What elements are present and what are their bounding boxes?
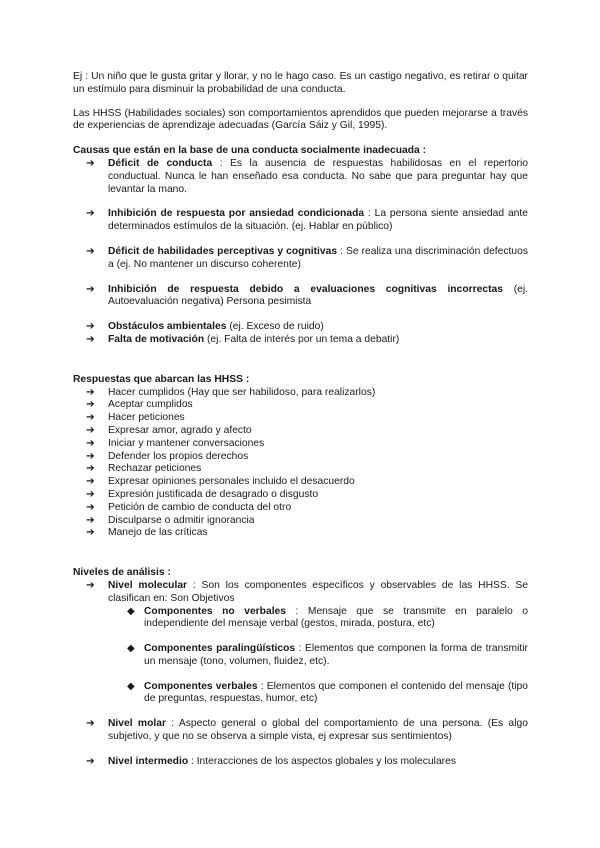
component-title: Componentes verbales bbox=[144, 680, 258, 692]
arrow-icon: ➔ bbox=[86, 333, 95, 345]
arrow-icon: ➔ bbox=[86, 501, 95, 513]
cause-title: Inhibición de respuesta por ansiedad condicionada bbox=[108, 208, 365, 220]
level-intermediate bbox=[73, 756, 528, 769]
levels-list bbox=[73, 580, 528, 606]
cause-item bbox=[73, 321, 528, 334]
response-text: Iniciar y mantener conversaciones bbox=[108, 437, 265, 449]
component-item bbox=[73, 606, 528, 632]
diamond-icon: ◆ bbox=[127, 643, 135, 655]
response-text: Defender los propios derechos bbox=[108, 450, 249, 462]
cause-item bbox=[73, 208, 528, 234]
arrow-icon: ➔ bbox=[86, 245, 95, 257]
cause-item bbox=[73, 334, 528, 347]
cause-text: (ej. Falta de interés por un tema a debatir) bbox=[204, 333, 400, 345]
response-item bbox=[73, 387, 528, 400]
response-item bbox=[73, 438, 528, 451]
component-title: Componentes paralingüísticos bbox=[144, 643, 296, 655]
levels-heading: Niveles de análisis : bbox=[73, 567, 171, 579]
arrow-icon: ➔ bbox=[86, 437, 95, 449]
arrow-icon: ➔ bbox=[86, 321, 95, 333]
arrow-icon: ➔ bbox=[86, 424, 95, 436]
response-item bbox=[73, 451, 528, 464]
cause-text: : Se realiza una discriminación defectuos a (ej. No mantener un discurso coherente) bbox=[108, 245, 528, 270]
cause-title: Déficit de conducta bbox=[108, 157, 213, 169]
response-text: Expresar opiniones personales incluido el desacuerdo bbox=[108, 476, 355, 488]
arrow-icon: ➔ bbox=[86, 476, 95, 488]
arrow-icon: ➔ bbox=[86, 208, 95, 220]
cause-title: Inhibición de respuesta debido a evaluaciones cognitivas incorrectas bbox=[108, 283, 503, 295]
arrow-icon: ➔ bbox=[86, 755, 95, 767]
arrow-icon: ➔ bbox=[86, 579, 95, 591]
level-molar bbox=[73, 718, 528, 744]
response-item bbox=[73, 489, 528, 502]
example-paragraph: Ej : Un niño que le gusta gritar y llorar, y no le hago caso. Es un castigo negativo, es retirar o quitar un estímulo para disminuir la probabilidad de una conducta. bbox=[73, 71, 528, 95]
response-item bbox=[73, 399, 528, 412]
response-text: Disculparse o admitir ignorancia bbox=[108, 514, 255, 526]
level-text: : Aspecto general o global del comportamiento de una persona. (Es algo subjetivo, y que no se observa a simple vista, ej expresar sus sentimientos) bbox=[108, 718, 528, 743]
response-text: Manejo de las críticas bbox=[108, 527, 208, 539]
arrow-icon: ➔ bbox=[86, 412, 95, 424]
level-molecular bbox=[73, 580, 528, 606]
arrow-icon: ➔ bbox=[86, 488, 95, 500]
levels-list-continued bbox=[73, 718, 528, 768]
hhss-definition: Las HHSS (Habilidades sociales) son comportamientos aprendidos que pueden mejorarse a través de experiencias de aprendizaje adecuadas (García Sáiz y Gil, 1995). bbox=[73, 107, 528, 132]
diamond-icon: ◆ bbox=[127, 680, 135, 692]
component-text: : Elementos que componen la forma de transmitir un mensaje (tono, volumen, fluidez, etc). bbox=[144, 643, 528, 667]
response-text: Petición de cambio de conducta del otro bbox=[108, 501, 292, 513]
causes-heading: Causas que están en la base de una conducta socialmente inadecuada : bbox=[73, 145, 427, 157]
diamond-icon: ◆ bbox=[127, 605, 135, 617]
response-item bbox=[73, 476, 528, 489]
component-item bbox=[73, 681, 528, 707]
arrow-icon: ➔ bbox=[86, 283, 95, 295]
cause-item bbox=[73, 246, 528, 272]
cause-title: Obstáculos ambientales bbox=[108, 321, 227, 333]
component-text: : Mensaje que se transmite en paralelo o independiente del mensaje verbal (gestos, mirada, postura, etc) bbox=[144, 605, 528, 630]
cause-text: (ej. Exceso de ruido) bbox=[226, 321, 324, 333]
response-text: Hacer cumplidos (Hay que ser habilidoso, para realizarlos) bbox=[108, 386, 376, 398]
arrow-icon: ➔ bbox=[86, 399, 95, 411]
level-text: : Son los componentes específicos y observables de las HHSS. Se clasifican en: Son Objetivos bbox=[108, 579, 528, 604]
response-item bbox=[73, 463, 528, 476]
components-list bbox=[73, 606, 528, 707]
arrow-icon: ➔ bbox=[86, 527, 95, 539]
cause-text: (ej. Autoevaluación negativa) Persona pesimista bbox=[108, 283, 528, 308]
level-title: Nivel molar bbox=[108, 718, 166, 730]
document-page bbox=[73, 71, 528, 769]
response-item bbox=[73, 527, 528, 540]
arrow-icon: ➔ bbox=[86, 450, 95, 462]
response-item bbox=[73, 425, 528, 438]
responses-list bbox=[73, 387, 528, 541]
causes-list bbox=[73, 158, 528, 347]
cause-title: Déficit de habilidades perceptivas y cognitivas bbox=[108, 245, 338, 257]
response-item bbox=[73, 502, 528, 515]
response-text: Expresar amor, agrado y afecto bbox=[108, 424, 252, 436]
cause-text: : Es la ausencia de respuestas habilidosas en el repertorio conductual. Nunca le han enseñado esa conducta. No sabe que para preguntar hay que levantar la mano. bbox=[108, 157, 528, 195]
cause-item bbox=[73, 158, 528, 196]
response-text: Rechazar peticiones bbox=[108, 463, 202, 475]
response-text: Expresión justificada de desagrado o disgusto bbox=[108, 488, 319, 500]
response-item bbox=[73, 515, 528, 528]
level-title: Nivel molecular bbox=[108, 579, 188, 591]
arrow-icon: ➔ bbox=[86, 718, 95, 730]
level-title: Nivel intermedio bbox=[108, 755, 189, 767]
arrow-icon: ➔ bbox=[86, 157, 95, 169]
cause-item bbox=[73, 284, 528, 310]
arrow-icon: ➔ bbox=[86, 386, 95, 398]
cause-title: Falta de motivación bbox=[108, 333, 205, 345]
component-text: : Elementos que componen el contenido del mensaje (tipo de preguntas, respuestas, humor, etc) bbox=[144, 680, 528, 705]
cause-text: : La persona siente ansiedad ante determinados estímulos de la situación. (ej. Hablar en público) bbox=[108, 208, 528, 233]
level-text: : Interacciones de los aspectos globales y los moleculares bbox=[188, 755, 456, 767]
arrow-icon: ➔ bbox=[86, 463, 95, 475]
response-item bbox=[73, 412, 528, 425]
arrow-icon: ➔ bbox=[86, 514, 95, 526]
component-item bbox=[73, 643, 528, 669]
response-text: Aceptar cumplidos bbox=[108, 399, 193, 411]
response-text: Hacer peticiones bbox=[108, 412, 185, 424]
responses-heading: Respuestas que abarcan las HHSS : bbox=[73, 373, 250, 385]
component-title: Componentes no verbales bbox=[144, 605, 287, 617]
